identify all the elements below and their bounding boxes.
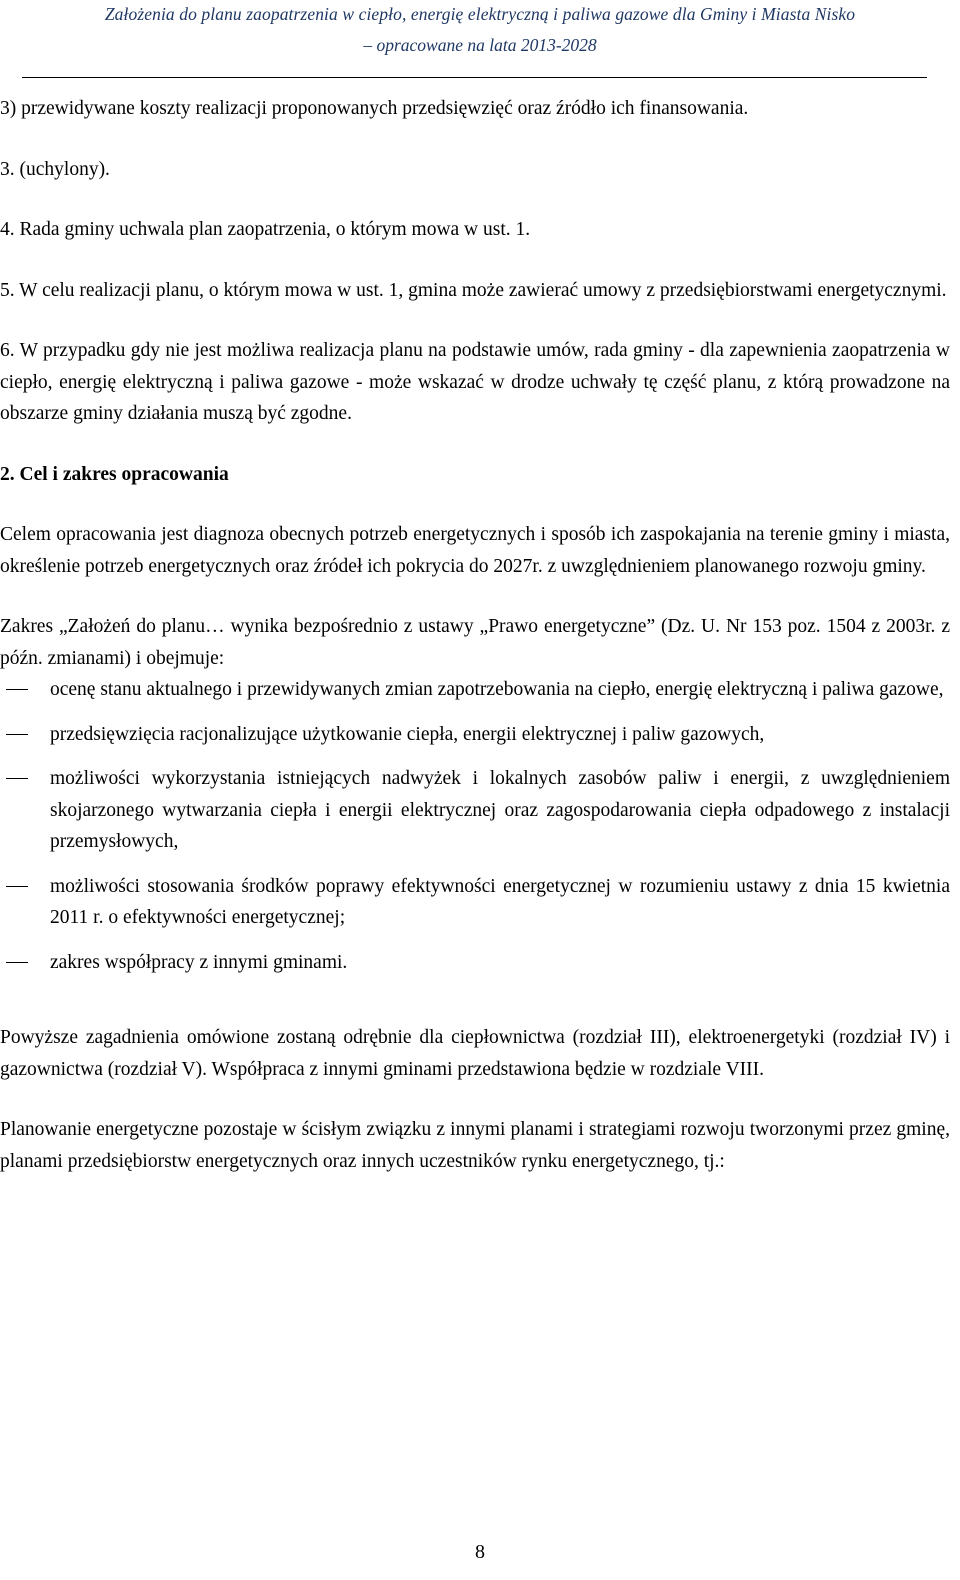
page-number: 8 <box>475 1541 485 1563</box>
document-body <box>0 93 950 1177</box>
list-item-text: możliwości stosowania środków poprawy efektywności energetycznej w rozumieniu ustawy z dnia 15 kwietnia 2011 r. o efektywności energetycznej; <box>50 875 950 928</box>
paragraph-cel: Celem opracowania jest diagnoza obecnych potrzeb energetycznych i sposób ich zaspokajania na terenie gminy i miasta, określenie potrzeb energetycznych oraz źródeł ich pokrycia do 2027r. z uwzględnieniem planowanego rozwoju gminy. <box>0 524 950 577</box>
list-item <box>0 871 950 934</box>
page-header <box>0 2 960 58</box>
list-item <box>0 719 950 751</box>
paragraph-ust-6: 6. W przypadku gdy nie jest możliwa realizacja planu na podstawie umów, rada gminy - dla zapewnienia zaopatrzenia w ciepło, energię elektryczną i paliwa gazowe - może wskazać w drodze uchwały tę część planu, z którą prowadzone na obszarze gminy działania muszą być zgodne. <box>0 340 950 424</box>
list-item-text: ocenę stanu aktualnego i przewidywanych zmian zapotrzebowania na ciepło, energię elektryczną i paliwa gazowe, <box>50 679 944 700</box>
list-item-text: zakres współpracy z innymi gminami. <box>50 951 348 973</box>
list-item-text: możliwości wykorzystania istniejących nadwyżek i lokalnych zasobów paliw i energii, z uwzględnieniem skojarzonego wytwarzania ciepła i energii elektrycznej oraz zagospodarowania ciepła odpadowego z instalacji przemysłowych, <box>50 768 950 852</box>
paragraph-item-3: 3) przewidywane koszty realizacji proponowanych przedsięwzięć oraz źródło ich finansowania. <box>0 98 749 119</box>
list-item-text: przedsięwzięcia racjonalizujące użytkowanie ciepła, energii elektrycznej i paliw gazowych, <box>50 723 765 745</box>
header-subtitle: – opracowane na lata 2013-2028 <box>363 35 597 55</box>
header-title: Założenia do planu zaopatrzenia w ciepło, energię elektryczną i paliwa gazowe dla Gminy i Miasta Nisko <box>104 4 856 24</box>
list-item <box>0 947 950 979</box>
header-divider <box>22 77 927 78</box>
list-item <box>0 674 950 706</box>
paragraph-ust-5: 5. W celu realizacji planu, o którym mowa w ust. 1, gmina może zawierać umowy z przedsiębiorstwami energetycznymi. <box>0 279 947 301</box>
paragraph-zakres: Zakres „Założeń do planu… wynika bezpośrednio z ustawy „Prawo energetyczne” (Dz. U. Nr 153 poz. 1504 z 2003r. z późn. zmianami) i obejmuje: <box>0 616 950 669</box>
section-heading: 2. Cel i zakres opracowania <box>0 463 229 485</box>
paragraph-ust-3: 3. (uchylony). <box>0 158 110 180</box>
paragraph-planowanie: Planowanie energetyczne pozostaje w ścisłym związku z innymi planami i strategiami rozwoju tworzonymi przez gminę, planami przedsiębiorstw energetycznych oraz innych uczestników rynku energetycznego, tj.: <box>0 1119 950 1172</box>
paragraph-ust-4: 4. Rada gminy uchwala plan zaopatrzenia, o którym mowa w ust. 1. <box>0 219 531 240</box>
scope-list <box>0 674 950 978</box>
paragraph-powyzsze: Powyższe zagadnienia omówione zostaną odrębnie dla ciepłownictwa (rozdział III), elektroenergetyki (rozdział IV) i gazownictwa (rozdział V). Współpraca z innymi gminami przedstawiona będzie w rozdziale VIII. <box>0 1027 950 1080</box>
list-item <box>0 763 950 858</box>
